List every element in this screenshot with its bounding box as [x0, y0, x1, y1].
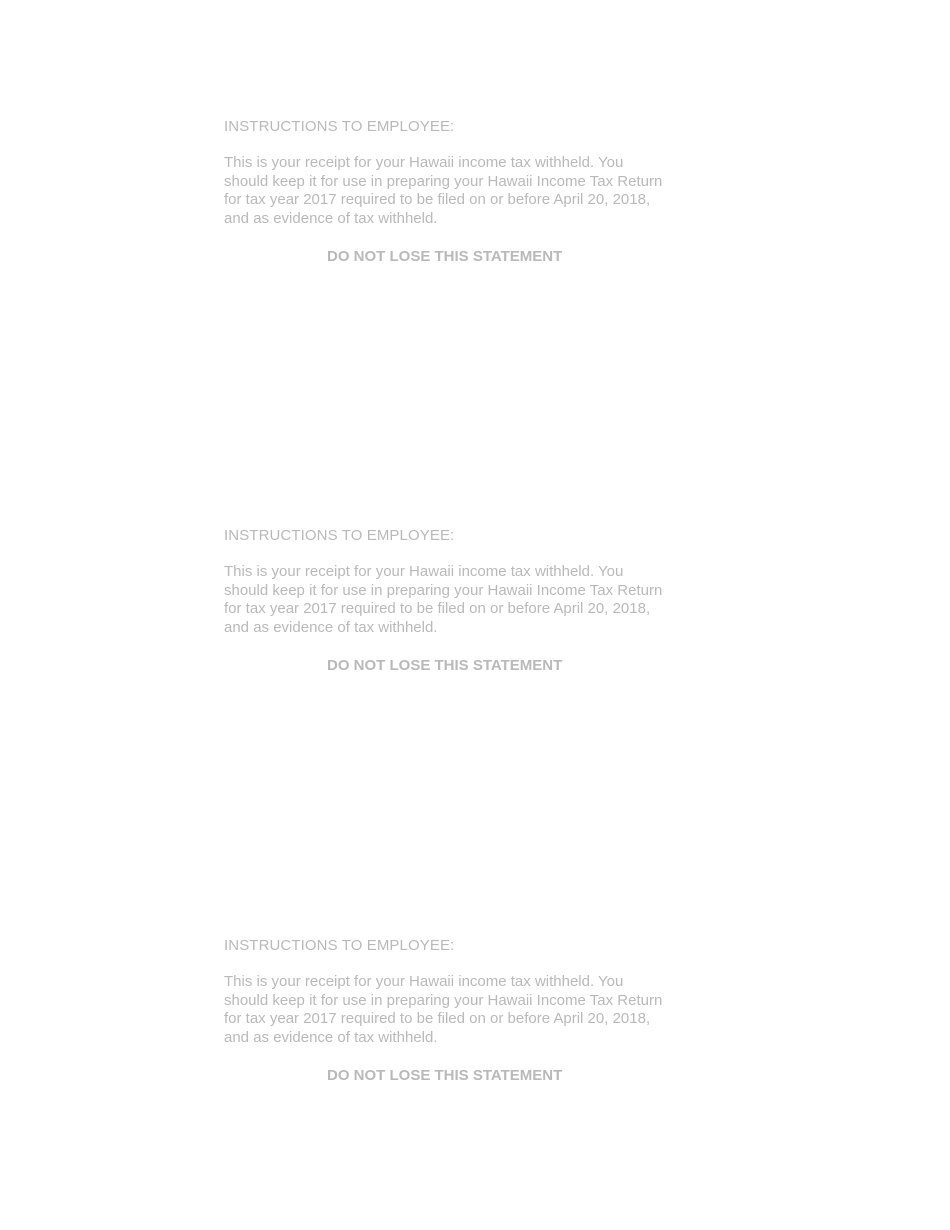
instructions-body: This is your receipt for your Hawaii income tax withheld. You should keep it for use in preparing your Hawaii Income Tax Return for tax year 2017 required to be filed on or before April 20, 2018, and as evidence of tax withheld.: [224, 154, 663, 228]
instruction-block-1: [224, 118, 664, 265]
instructions-body: This is your receipt for your Hawaii income tax withheld. You should keep it for use in preparing your Hawaii Income Tax Return for tax year 2017 required to be filed on or before April 20, 2018, and as evidence of tax withheld.: [224, 563, 663, 637]
instructions-heading: INSTRUCTIONS TO EMPLOYEE:: [224, 118, 455, 135]
instructions-body: This is your receipt for your Hawaii income tax withheld. You should keep it for use in preparing your Hawaii Income Tax Return for tax year 2017 required to be filed on or before April 20, 2018, and as evidence of tax withheld.: [224, 973, 663, 1047]
instruction-block-2: [224, 527, 664, 674]
do-not-lose-warning: DO NOT LOSE THIS STATEMENT: [327, 1067, 563, 1084]
do-not-lose-warning: DO NOT LOSE THIS STATEMENT: [327, 248, 563, 265]
instruction-block-3: [224, 937, 664, 1084]
instructions-heading: INSTRUCTIONS TO EMPLOYEE:: [224, 527, 455, 544]
instructions-heading: INSTRUCTIONS TO EMPLOYEE:: [224, 937, 455, 954]
do-not-lose-warning: DO NOT LOSE THIS STATEMENT: [327, 657, 563, 674]
